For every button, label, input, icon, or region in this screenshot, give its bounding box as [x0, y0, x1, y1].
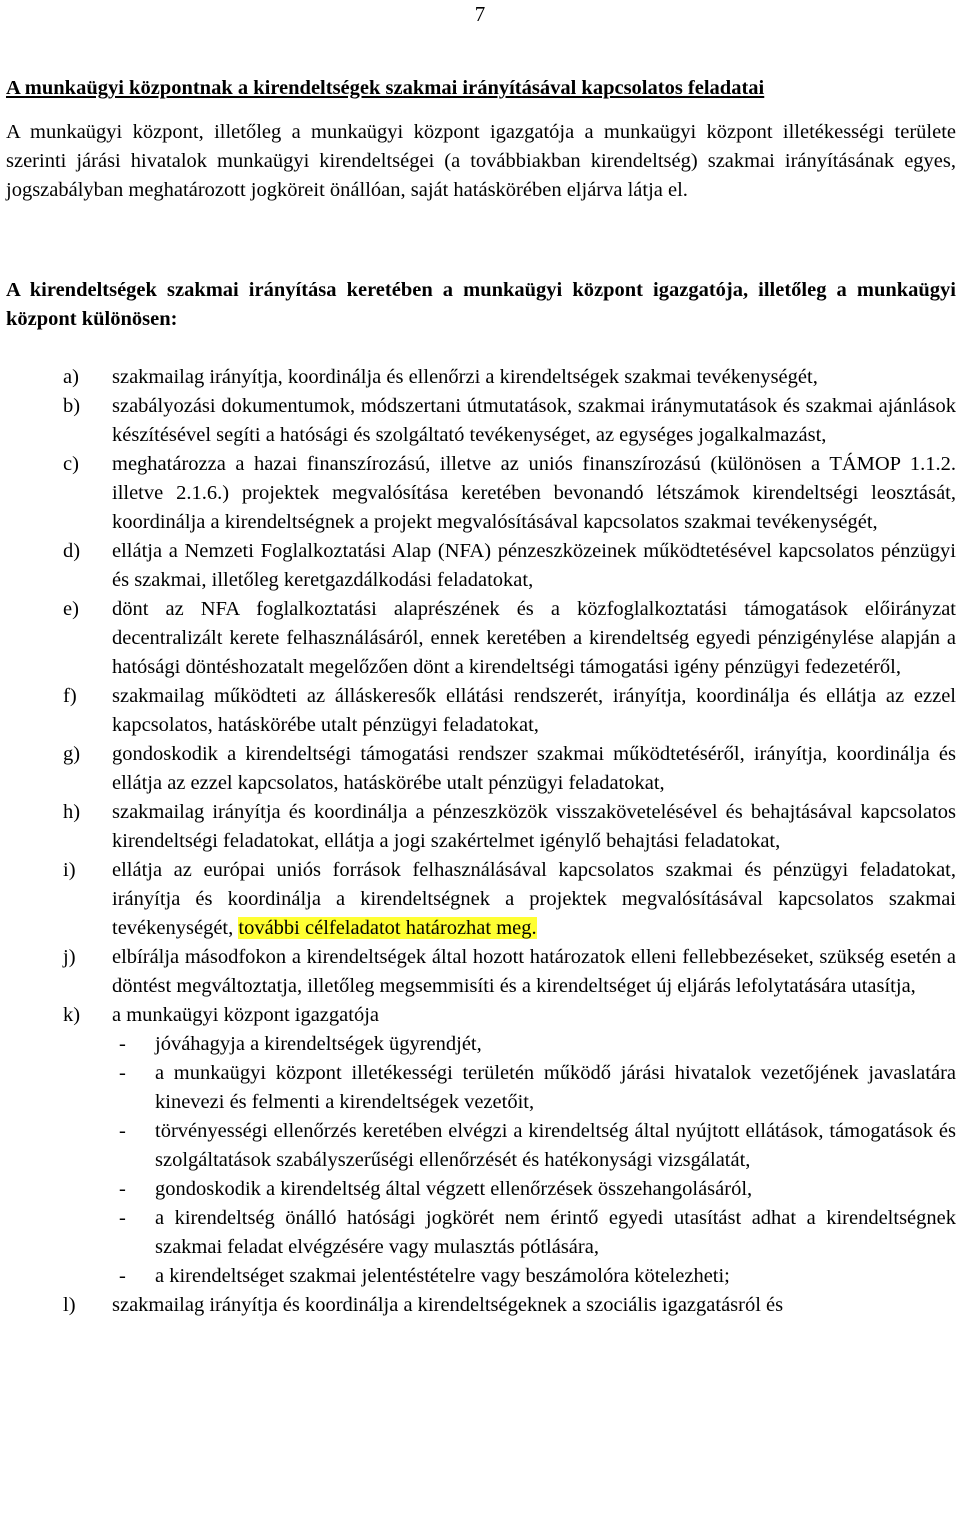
- list-item-text: szakmailag működteti az álláskeresők ellátási rendszerét, irányítja, koordinálja és ellátja az ezzel kapcsolatos, hatáskörébe utalt pénzügyi feladatokat,: [112, 685, 956, 736]
- sub-list-item: [112, 1262, 956, 1291]
- sub-list: [112, 1030, 956, 1291]
- list-item-k: [0, 1001, 956, 1291]
- sub-list-item-text: gondoskodik a kirendeltség által végzett ellenőrzések összehangolásáról,: [155, 1178, 753, 1200]
- dash-marker: -: [119, 1265, 126, 1287]
- list-marker: b): [63, 395, 81, 417]
- list-item-text: dönt az NFA foglalkoztatási alaprészének és a közfoglalkoztatási támogatások előirányzat decentralizált kerete felhasználásáról, ennek keretében a kirendeltség egyedi pénzigénylése alapján a hatósági döntéshozatalt megelőzően dönt a kirendeltségi támogatási igény pénzügyi fedezetéről,: [112, 598, 956, 678]
- list-item-text: elbírálja másodfokon a kirendeltségek által hozott határozatok elleni fellebbezéseket, szükség esetén a döntést megváltoztatja, illetőleg megsemmisíti és a kirendeltséget új eljárás lefolytatására utasítja,: [112, 946, 956, 997]
- list-marker: h): [63, 801, 81, 823]
- sub-list-item: [112, 1030, 956, 1059]
- task-list: [0, 363, 956, 1320]
- list-item-text: szakmailag irányítja, koordinálja és ellenőrzi a kirendeltségek szakmai tevékenységét,: [112, 366, 818, 388]
- list-item-f: [0, 682, 956, 740]
- list-item-text: ellátja a Nemzeti Foglalkoztatási Alap (NFA) pénzeszközeinek működtetésével kapcsolatos pénzügyi és szakmai, illetőleg keretgazdálkodási feladatokat,: [112, 540, 956, 591]
- list-item-j: [0, 943, 956, 1001]
- list-marker: d): [63, 540, 81, 562]
- intro-paragraph: A munkaügyi központ, illetőleg a munkaügyi központ igazgatója a munkaügyi központ illetékességi területe szerinti járási hivatalok munkaügyi kirendeltségei (a továbbiakban kirendeltség) szakmai irányításának egyes, jogszabályban meghatározott jogköreit önállóan, saját hatáskörében eljárva látja el.: [6, 121, 956, 201]
- sub-list-item-text: a munkaügyi központ illetékességi területén működő járási hivatalok vezetőjének javaslatára kinevezi és felmenti a kirendeltségek vezetőit,: [155, 1062, 956, 1113]
- sub-list-item-text: a kirendeltséget szakmai jelentéstételre vagy beszámolóra kötelezheti;: [155, 1265, 730, 1287]
- list-item-e: [0, 595, 956, 682]
- list-marker: l): [63, 1294, 76, 1316]
- dash-marker: -: [119, 1120, 126, 1142]
- dash-marker: -: [119, 1062, 126, 1084]
- list-marker: a): [63, 366, 79, 388]
- dash-marker: -: [119, 1207, 126, 1229]
- list-item-text: meghatározza a hazai finanszírozású, illetve az uniós finanszírozású (különösen a TÁMOP 1.1.2. illetve 2.1.6.) projektek megvalósítása keretében bevonandó létszámok kirendeltségi leosztását, koordinálja a kirendeltségnek a projekt megvalósításával kapcsolatos szakmai tevékenységét,: [112, 453, 956, 533]
- list-item-d: [0, 537, 956, 595]
- list-item-text: a munkaügyi központ igazgatója: [112, 1004, 379, 1026]
- list-item-text: szakmailag irányítja és koordinálja a kirendeltségeknek a szociális igazgatásról és: [112, 1294, 784, 1316]
- sub-list-item: [112, 1175, 956, 1204]
- list-marker: f): [63, 685, 77, 707]
- list-item-c: [0, 450, 956, 537]
- list-item-g: [0, 740, 956, 798]
- list-item-l: [0, 1291, 956, 1320]
- list-item-text: szabályozási dokumentumok, módszertani útmutatások, szakmai iránymutatások és szakmai ajánlások készítésével segíti a hatósági és szolgáltató tevékenységet, az egységes jogalkalmazást,: [112, 395, 956, 446]
- list-marker: c): [63, 453, 79, 475]
- list-marker: j): [63, 946, 76, 968]
- lead-paragraph: A kirendeltségek szakmai irányítása keretében a munkaügyi központ igazgatója, illetőleg a munkaügyi központ különösen:: [6, 279, 956, 330]
- sub-list-item: [112, 1204, 956, 1262]
- list-item-text: szakmailag irányítja és koordinálja a pénzeszközök visszakövetelésével és behajtásával kapcsolatos kirendeltségi feladatokat, ellátja a jogi szakértelmet igénylő behajtási feladatokat,: [112, 801, 956, 852]
- list-item-i: [0, 856, 956, 943]
- list-item-text: gondoskodik a kirendeltségi támogatási rendszer szakmai működtetéséről, irányítja, koordinálja és ellátja az ezzel kapcsolatos, hatáskörébe utalt pénzügyi feladatokat,: [112, 743, 956, 794]
- sub-list-item-text: a kirendeltség önálló hatósági jogkörét nem érintő egyedi utasítást adhat a kirendeltségnek szakmai feladat elvégzésére vagy mulasztás pótlására,: [155, 1207, 956, 1258]
- sub-list-item-text: jóváhagyja a kirendeltségek ügyrendjét,: [155, 1033, 482, 1055]
- page-number: 7: [474, 2, 486, 26]
- sub-list-item: [112, 1117, 956, 1175]
- list-marker: k): [63, 1004, 81, 1026]
- list-item-text: ellátja az európai uniós források felhasználásával kapcsolatos szakmai és pénzügyi feladatokat, irányítja és koordinálja a kirendeltségnek a projektek megvalósításával kapcsolatos szakmai tevékenységét,: [112, 859, 956, 939]
- dash-marker: -: [119, 1033, 126, 1055]
- highlighted-text: további célfeladatot határozhat meg.: [238, 917, 537, 939]
- sub-list-item: [112, 1059, 956, 1117]
- list-marker: e): [63, 598, 79, 620]
- list-item-a: [0, 363, 956, 392]
- list-item-h: [0, 798, 956, 856]
- list-marker: i): [63, 859, 76, 881]
- list-marker: g): [63, 743, 81, 765]
- sub-list-item-text: törvényességi ellenőrzés keretében elvégzi a kirendeltség által nyújtott ellátások, támogatások és szolgáltatások szabályszerűségi ellenőrzését és hatékonysági vizsgálatát,: [155, 1120, 956, 1171]
- section-heading: A munkaügyi központnak a kirendeltségek szakmai irányításával kapcsolatos feladatai: [6, 77, 765, 99]
- dash-marker: -: [119, 1178, 126, 1200]
- list-item-b: [0, 392, 956, 450]
